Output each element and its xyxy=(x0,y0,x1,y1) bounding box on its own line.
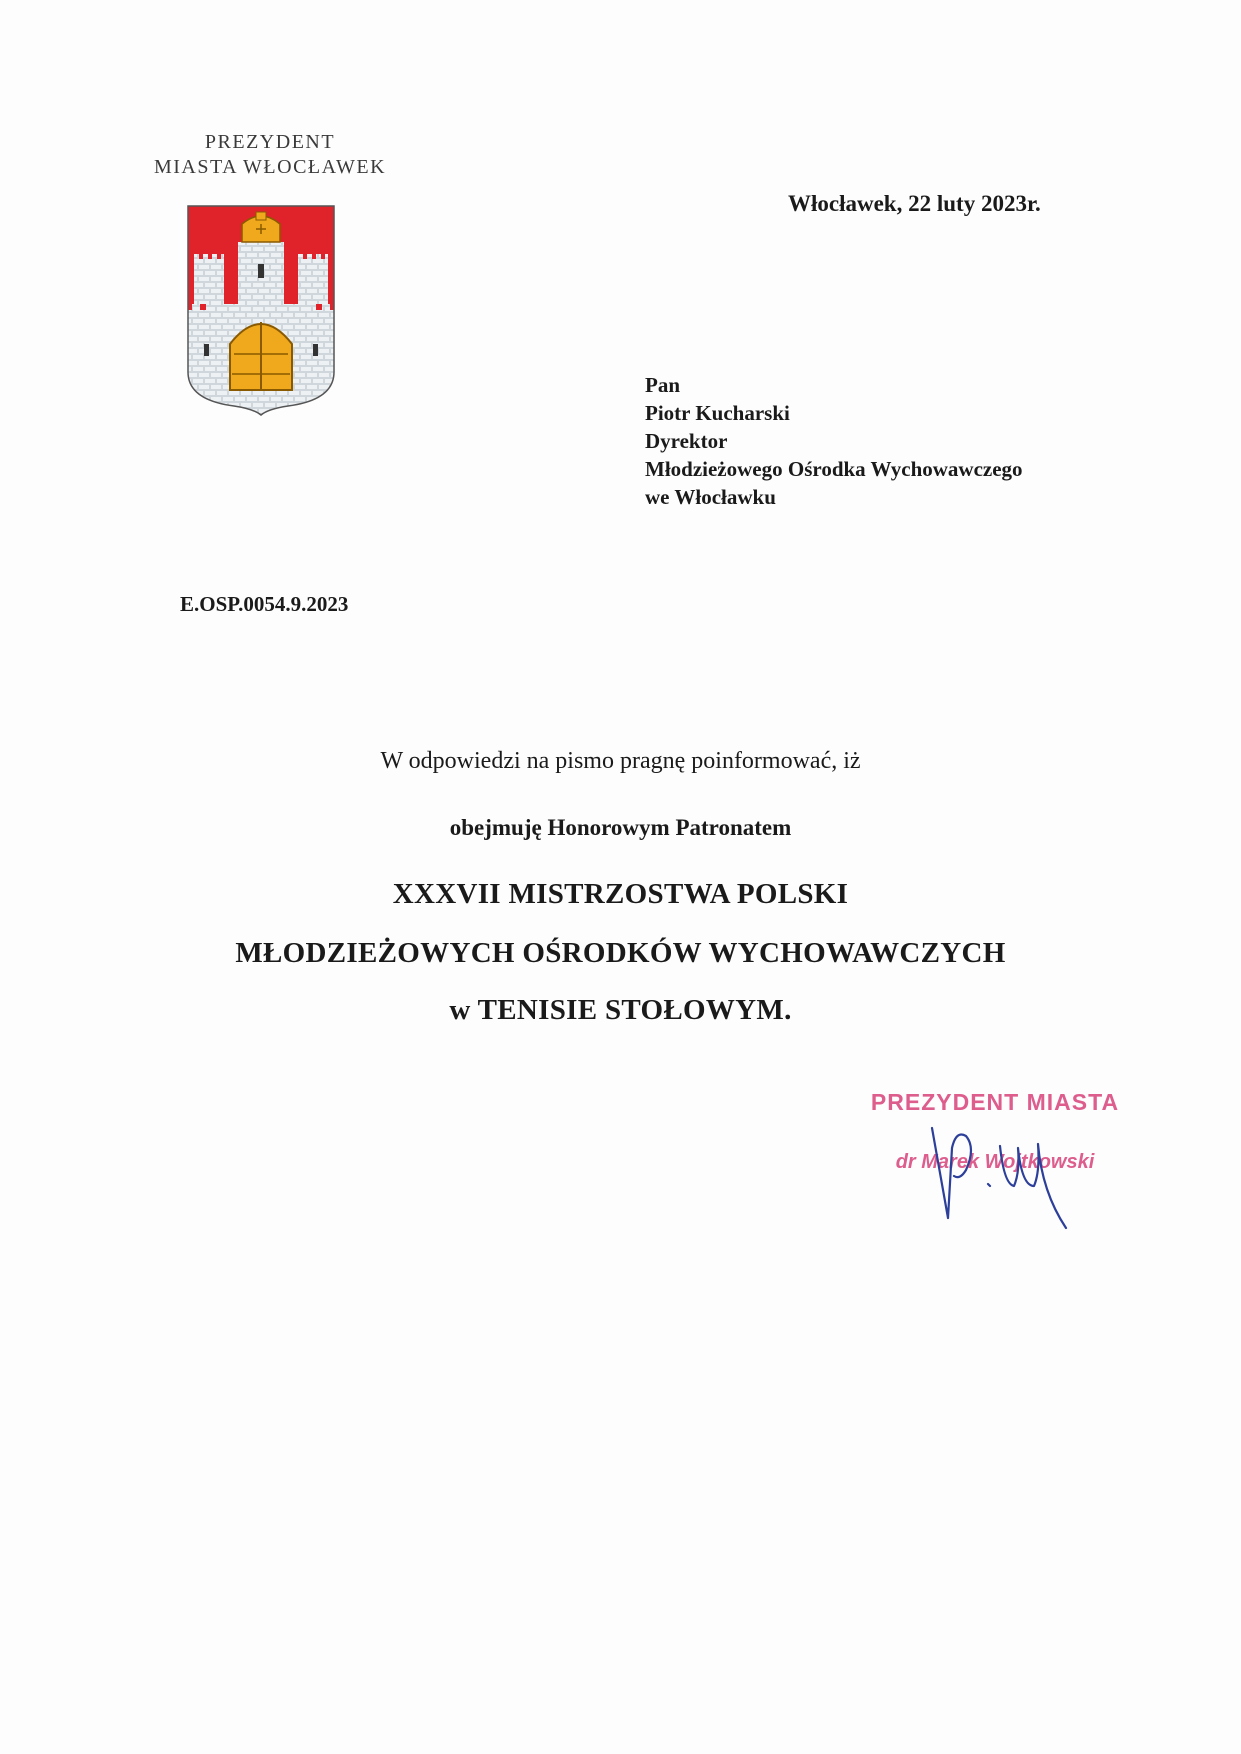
body-patronage: obejmuję Honorowym Patronatem xyxy=(449,815,792,840)
coat-of-arms-icon xyxy=(186,204,336,416)
signature-stamp xyxy=(870,1088,1120,1238)
recipient-block xyxy=(645,371,1023,511)
reference-number: E.OSP.0054.9.2023 xyxy=(180,592,349,616)
event-title-line1: XXXVII MISTRZOSTWA POLSKI xyxy=(392,878,849,910)
event-title-line2: MŁODZIEŻOWYCH OŚRODKÓW WYCHOWAWCZYCH xyxy=(235,937,1006,969)
recipient-salutation: Pan xyxy=(645,373,681,397)
recipient-position: Dyrektor xyxy=(645,429,728,453)
recipient-city: we Włocławku xyxy=(645,485,776,509)
issuer-title: PREZYDENT xyxy=(204,131,336,153)
recipient-name: Piotr Kucharski xyxy=(645,401,790,425)
stamp-title: PREZYDENT MIASTA xyxy=(870,1089,1120,1115)
body-intro: W odpowiedzi na pismo pragnę poinformować, iż xyxy=(380,748,861,774)
stamp-name: dr Marek Wojtkowski xyxy=(895,1151,1095,1173)
letter-date: Włocławek, 22 luty 2023r. xyxy=(788,191,1041,216)
issuer-city: MIASTA WŁOCŁAWEK xyxy=(153,156,387,178)
recipient-institution: Młodzieżowego Ośrodka Wychowawczego xyxy=(645,457,1023,481)
issuer-header xyxy=(130,130,410,180)
handwritten-signature xyxy=(932,1128,1066,1228)
event-title-line3: w TENISIE STOŁOWYM. xyxy=(449,994,792,1026)
